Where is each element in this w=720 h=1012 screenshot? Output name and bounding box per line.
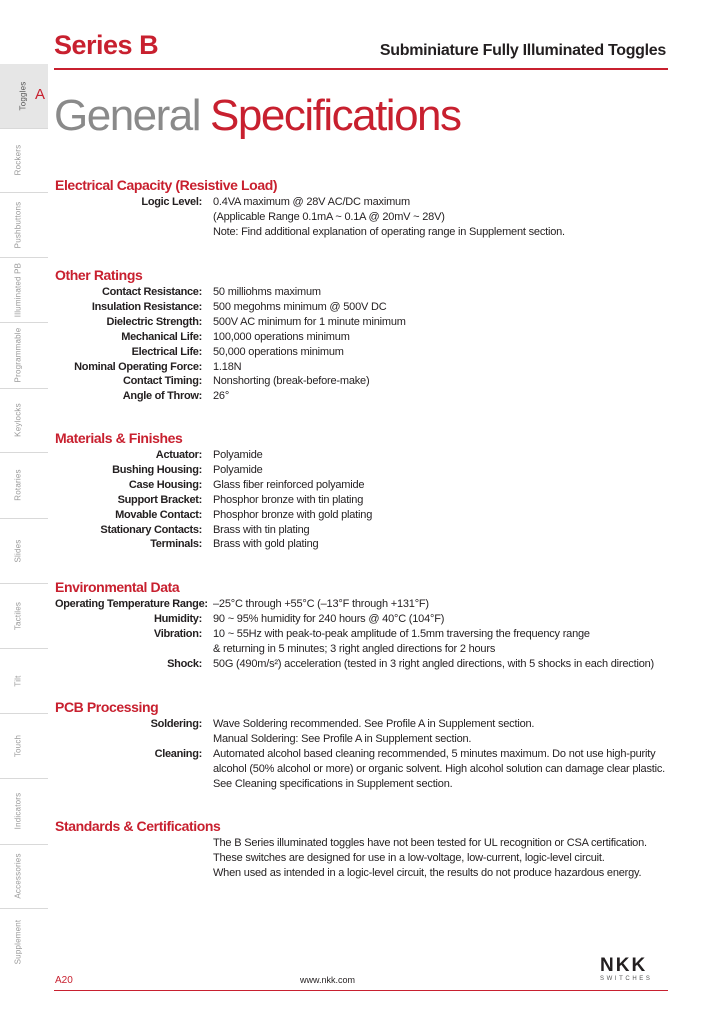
section-title: Environmental Data bbox=[55, 579, 180, 595]
spec-row bbox=[55, 866, 675, 881]
series-subtitle: Subminiature Fully Illuminated Toggles bbox=[379, 42, 666, 59]
spec-value: 500 megohms minimum @ 500V DC bbox=[213, 300, 387, 313]
section-electrical-capacity bbox=[55, 177, 675, 240]
side-tab-label: Supplement bbox=[13, 919, 23, 965]
spec-label: Electrical Life: bbox=[131, 345, 202, 358]
section-title: Other Ratings bbox=[55, 267, 143, 283]
section-pcb-processing bbox=[55, 699, 675, 792]
side-tab-label: Keylocks bbox=[13, 403, 23, 437]
logo-mark: NKK bbox=[600, 955, 648, 976]
spec-label bbox=[55, 836, 202, 851]
spec-value: Wave Soldering recommended. See Profile A in Supplement section. bbox=[213, 718, 535, 730]
side-tab-label: Touch bbox=[13, 734, 23, 757]
side-tab-keylocks[interactable] bbox=[0, 388, 48, 453]
spec-row bbox=[55, 360, 675, 375]
section-title: Materials & Finishes bbox=[55, 430, 183, 446]
spec-value: 26° bbox=[213, 390, 230, 403]
spec-value: The B Series illuminated toggles have not been tested for UL recognition or CSA certification. bbox=[213, 837, 647, 849]
spec-label: Terminals: bbox=[150, 538, 202, 551]
spec-value: 100,000 operations minimum bbox=[213, 330, 350, 343]
spec-row bbox=[55, 508, 675, 523]
spec-value: 10 ~ 55Hz with peak-to-peak amplitude of 1.5mm traversing the frequency range bbox=[213, 627, 590, 640]
spec-label: Vibration: bbox=[153, 627, 202, 640]
side-tab-label: Tactiles bbox=[13, 601, 23, 630]
section-title: Standards & Certifications bbox=[55, 818, 221, 834]
spec-value: 0.4VA maximum @ 28V AC/DC maximum bbox=[213, 196, 410, 208]
spec-row bbox=[55, 523, 675, 538]
spec-row bbox=[55, 762, 675, 777]
spec-value: 50,000 operations minimum bbox=[213, 345, 344, 358]
spec-label: Nominal Operating Force: bbox=[74, 360, 202, 373]
spec-label: Case Housing: bbox=[128, 478, 202, 491]
spec-row bbox=[55, 478, 675, 493]
side-tab-tactiles[interactable] bbox=[0, 583, 48, 649]
header-rule bbox=[54, 68, 668, 70]
section-title: PCB Processing bbox=[55, 699, 159, 715]
side-tab-accessories[interactable] bbox=[0, 844, 48, 909]
spec-label bbox=[55, 851, 202, 866]
section-title: Electrical Capacity (Resistive Load) bbox=[55, 177, 278, 193]
side-tab-toggles[interactable] bbox=[0, 64, 48, 129]
spec-label: Actuator: bbox=[155, 449, 202, 461]
spec-row bbox=[55, 642, 675, 657]
side-tab-label: Rotaries bbox=[13, 469, 23, 501]
spec-label: Logic Level: bbox=[141, 196, 202, 208]
page-number: A20 bbox=[55, 975, 73, 986]
spec-row bbox=[55, 597, 675, 612]
spec-label: Contact Resistance: bbox=[101, 286, 202, 298]
side-tab-label: Programmable bbox=[13, 327, 23, 383]
spec-label: Bushing Housing: bbox=[112, 463, 202, 476]
spec-value: When used as intended in a logic-level circuit, the results do not produce hazardous energy. bbox=[213, 866, 642, 879]
spec-row bbox=[55, 717, 675, 732]
spec-label bbox=[55, 762, 202, 777]
spec-value: See Cleaning specifications in Supplement section. bbox=[213, 777, 453, 790]
heading-general: General bbox=[54, 91, 201, 140]
spec-label: Mechanical Life: bbox=[121, 330, 202, 343]
spec-label: Cleaning: bbox=[154, 747, 202, 760]
spec-row bbox=[55, 389, 675, 404]
spec-label bbox=[55, 225, 202, 240]
spec-label: Movable Contact: bbox=[115, 508, 202, 521]
side-tab-label: Accessories bbox=[13, 853, 23, 899]
spec-label: Stationary Contacts: bbox=[100, 523, 202, 536]
spec-label bbox=[55, 210, 202, 225]
section-other-ratings bbox=[55, 267, 675, 404]
side-tab-touch[interactable] bbox=[0, 713, 48, 779]
spec-value: 50G (490m/s²) acceleration (tested in 3 right angled directions, with 5 shocks in each direction) bbox=[213, 657, 654, 670]
spec-label bbox=[55, 777, 202, 792]
section-environmental-data bbox=[55, 579, 675, 672]
side-tab-pushbuttons[interactable] bbox=[0, 192, 48, 258]
side-tab-index bbox=[0, 64, 48, 976]
side-tab-tilt[interactable] bbox=[0, 648, 48, 714]
side-tab-programmable[interactable] bbox=[0, 322, 48, 389]
spec-value: Polyamide bbox=[213, 463, 263, 476]
side-tab-supplement[interactable] bbox=[0, 908, 48, 976]
spec-row bbox=[55, 657, 675, 672]
website-link[interactable]: www.nkk.com bbox=[300, 975, 356, 985]
spec-row bbox=[55, 836, 675, 851]
side-tab-label: Indicators bbox=[13, 792, 23, 830]
spec-label: Dielectric Strength: bbox=[106, 315, 202, 328]
spec-label: Shock: bbox=[167, 657, 202, 670]
spec-value: 90 ~ 95% humidity for 240 hours @ 40°C (104°F) bbox=[213, 612, 445, 625]
spec-value: Glass fiber reinforced polyamide bbox=[213, 478, 365, 491]
spec-value: Polyamide bbox=[213, 449, 263, 461]
spec-value: Automated alcohol based cleaning recommended, 5 minutes maximum. Do not use high-purity bbox=[213, 747, 656, 760]
heading-specifications: Specifications bbox=[210, 91, 461, 140]
spec-row bbox=[55, 463, 675, 478]
spec-row bbox=[55, 493, 675, 508]
side-tab-slides[interactable] bbox=[0, 518, 48, 584]
section-standards-certifications bbox=[55, 818, 675, 881]
spec-label bbox=[55, 866, 202, 881]
spec-row bbox=[55, 285, 675, 300]
side-tab-label: Slides bbox=[13, 539, 23, 562]
spec-value: Phosphor bronze with gold plating bbox=[213, 508, 373, 521]
spec-row bbox=[55, 627, 675, 642]
spec-row bbox=[55, 300, 675, 315]
spec-row bbox=[55, 777, 675, 792]
spec-label: Insulation Resistance: bbox=[91, 300, 202, 313]
side-tab-label: Rockers bbox=[13, 144, 23, 176]
spec-value: 500V AC minimum for 1 minute minimum bbox=[213, 315, 406, 328]
spec-row bbox=[55, 537, 675, 552]
spec-label bbox=[55, 732, 202, 747]
side-tab-indicators[interactable] bbox=[0, 778, 48, 845]
spec-row bbox=[55, 374, 675, 389]
spec-label: Support Bracket: bbox=[117, 493, 202, 506]
spec-row bbox=[55, 195, 675, 210]
spec-row bbox=[55, 225, 675, 240]
spec-row bbox=[55, 448, 675, 463]
spec-label bbox=[55, 642, 202, 657]
spec-value: These switches are designed for use in a low-voltage, low-current, logic-level circuit. bbox=[213, 851, 605, 864]
spec-value: –25°C through +55°C (–13°F through +131°F) bbox=[213, 598, 429, 610]
logo-tagline: SWITCHES bbox=[600, 976, 653, 982]
spec-value: & returning in 5 minutes; 3 right angled directions for 2 hours bbox=[213, 642, 496, 655]
series-title: Series B bbox=[54, 30, 159, 60]
side-tab-illuminated-pb[interactable] bbox=[0, 257, 48, 323]
spec-value: Brass with gold plating bbox=[213, 538, 319, 551]
side-tab-label: Pushbuttons bbox=[13, 201, 23, 248]
spec-value: 1.18N bbox=[213, 360, 242, 373]
spec-value: Phosphor bronze with tin plating bbox=[213, 493, 364, 506]
spec-row bbox=[55, 330, 675, 345]
spec-row bbox=[55, 210, 675, 225]
section-materials-finishes bbox=[55, 430, 675, 552]
spec-row bbox=[55, 851, 675, 866]
spec-label: Angle of Throw: bbox=[122, 390, 202, 403]
spec-label: Humidity: bbox=[153, 612, 202, 625]
spec-row bbox=[55, 345, 675, 360]
spec-value: Brass with tin plating bbox=[213, 523, 310, 536]
spec-row bbox=[55, 612, 675, 627]
page-heading bbox=[54, 91, 461, 140]
nkk-logo bbox=[600, 956, 666, 986]
spec-row bbox=[55, 732, 675, 747]
spec-label: Soldering: bbox=[150, 718, 202, 730]
side-tab-label: Tilt bbox=[13, 674, 23, 687]
spec-value: 50 milliohms maximum bbox=[213, 286, 321, 298]
side-tab-rockers[interactable] bbox=[0, 128, 48, 193]
spec-row bbox=[55, 747, 675, 762]
footer-rule bbox=[54, 990, 668, 991]
spec-row bbox=[55, 315, 675, 330]
side-tab-label: Toggles bbox=[18, 81, 28, 111]
spec-label: Operating Temperature Range: bbox=[55, 598, 208, 610]
side-tab-rotaries[interactable] bbox=[0, 452, 48, 519]
spec-value: Manual Soldering: See Profile A in Supplement section. bbox=[213, 732, 472, 745]
side-tab-letter: A bbox=[35, 86, 46, 103]
spec-value: (Applicable Range 0.1mA ~ 0.1A @ 20mV ~ 28V) bbox=[213, 210, 445, 223]
side-tab-label: Illuminated PB bbox=[13, 262, 23, 317]
spec-value: Note: Find additional explanation of operating range in Supplement section. bbox=[213, 225, 565, 238]
spec-value: alcohol (50% alcohol or more) or organic solvent. High alcohol solution can damage clear plastic. bbox=[213, 762, 666, 775]
spec-label: Contact Timing: bbox=[122, 375, 202, 388]
spec-value: Nonshorting (break-before-make) bbox=[213, 375, 370, 388]
